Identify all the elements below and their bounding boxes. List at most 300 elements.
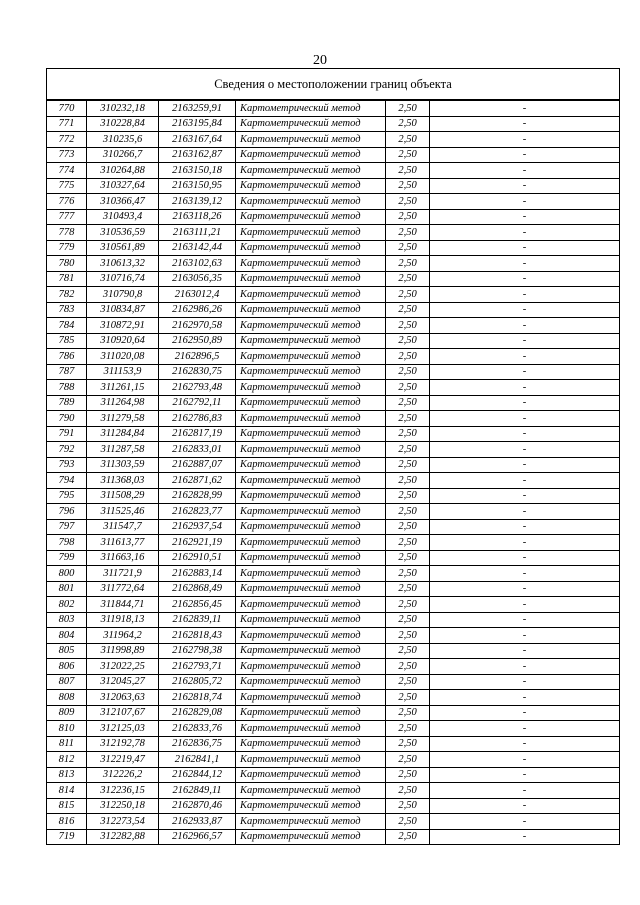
cell-coord-y: 2162844,12 (159, 767, 236, 783)
cell-accuracy: 2,50 (386, 736, 430, 752)
cell-accuracy: 2,50 (386, 767, 430, 783)
table-row (47, 550, 620, 566)
cell-method: Картометрический метод (236, 426, 386, 442)
cell-accuracy: 2,50 (386, 380, 430, 396)
cell-accuracy: 2,50 (386, 178, 430, 194)
cell-point-number: 782 (47, 287, 87, 303)
table-row (47, 426, 620, 442)
table-row (47, 333, 620, 349)
table-row (47, 287, 620, 303)
cell-method: Картометрический метод (236, 225, 386, 241)
cell-point-number: 776 (47, 194, 87, 210)
cell-coord-x: 311284,84 (87, 426, 159, 442)
cell-point-number: 810 (47, 721, 87, 737)
cell-accuracy: 2,50 (386, 519, 430, 535)
cell-coord-x: 312219,47 (87, 752, 159, 768)
cell-point-number: 786 (47, 349, 87, 365)
cell-coord-y: 2162829,08 (159, 705, 236, 721)
cell-coord-x: 311918,13 (87, 612, 159, 628)
table-row (47, 798, 620, 814)
cell-point-number: 789 (47, 395, 87, 411)
cell-accuracy: 2,50 (386, 240, 430, 256)
cell-method: Картометрический метод (236, 581, 386, 597)
cell-point-number: 777 (47, 209, 87, 225)
cell-description: - (430, 318, 620, 334)
cell-coord-x: 310536,59 (87, 225, 159, 241)
cell-method: Картометрический метод (236, 473, 386, 489)
cell-coord-y: 2162933,87 (159, 814, 236, 830)
cell-method: Картометрический метод (236, 240, 386, 256)
table-row (47, 100, 620, 116)
cell-method: Картометрический метод (236, 612, 386, 628)
cell-accuracy: 2,50 (386, 705, 430, 721)
cell-coord-y: 2162986,26 (159, 302, 236, 318)
table-row (47, 163, 620, 179)
cell-coord-y: 2163102,63 (159, 256, 236, 272)
cell-coord-x: 310493,4 (87, 209, 159, 225)
cell-coord-x: 312125,03 (87, 721, 159, 737)
cell-accuracy: 2,50 (386, 302, 430, 318)
cell-coord-y: 2163118,26 (159, 209, 236, 225)
cell-accuracy: 2,50 (386, 659, 430, 675)
cell-description: - (430, 659, 620, 675)
cell-accuracy: 2,50 (386, 504, 430, 520)
cell-coord-y: 2162883,14 (159, 566, 236, 582)
table-row (47, 318, 620, 334)
cell-method: Картометрический метод (236, 674, 386, 690)
cell-accuracy: 2,50 (386, 333, 430, 349)
cell-accuracy: 2,50 (386, 349, 430, 365)
cell-point-number: 770 (47, 100, 87, 116)
cell-point-number: 808 (47, 690, 87, 706)
cell-accuracy: 2,50 (386, 287, 430, 303)
table-row (47, 457, 620, 473)
cell-description: - (430, 473, 620, 489)
cell-accuracy: 2,50 (386, 116, 430, 132)
cell-accuracy: 2,50 (386, 628, 430, 644)
cell-coord-y: 2163259,91 (159, 100, 236, 116)
cell-description: - (430, 349, 620, 365)
table-row (47, 597, 620, 613)
cell-coord-y: 2162817,19 (159, 426, 236, 442)
cell-coord-y: 2162921,19 (159, 535, 236, 551)
table-title-row (47, 69, 620, 101)
cell-coord-x: 311153,9 (87, 364, 159, 380)
cell-description: - (430, 736, 620, 752)
cell-accuracy: 2,50 (386, 721, 430, 737)
cell-coord-y: 2162910,51 (159, 550, 236, 566)
cell-accuracy: 2,50 (386, 798, 430, 814)
cell-coord-y: 2163150,95 (159, 178, 236, 194)
cell-point-number: 778 (47, 225, 87, 241)
cell-accuracy: 2,50 (386, 752, 430, 768)
cell-method: Картометрический метод (236, 814, 386, 830)
cell-accuracy: 2,50 (386, 535, 430, 551)
cell-point-number: 783 (47, 302, 87, 318)
cell-method: Картометрический метод (236, 550, 386, 566)
cell-point-number: 796 (47, 504, 87, 520)
cell-description: - (430, 829, 620, 845)
cell-description: - (430, 535, 620, 551)
table-row (47, 829, 620, 845)
cell-description: - (430, 411, 620, 427)
table-row (47, 643, 620, 659)
cell-point-number: 807 (47, 674, 87, 690)
cell-coord-y: 2163142,44 (159, 240, 236, 256)
cell-coord-x: 311663,16 (87, 550, 159, 566)
table-title: Сведения о местоположении границ объекта (47, 69, 620, 101)
cell-point-number: 791 (47, 426, 87, 442)
table-row (47, 364, 620, 380)
cell-coord-x: 312250,18 (87, 798, 159, 814)
cell-method: Картометрический метод (236, 147, 386, 163)
table-row (47, 612, 620, 628)
cell-coord-y: 2162937,54 (159, 519, 236, 535)
cell-point-number: 804 (47, 628, 87, 644)
cell-coord-y: 2162871,62 (159, 473, 236, 489)
cell-description: - (430, 225, 620, 241)
boundary-table (46, 68, 620, 845)
cell-point-number: 812 (47, 752, 87, 768)
cell-description: - (430, 550, 620, 566)
cell-accuracy: 2,50 (386, 209, 430, 225)
cell-coord-x: 312273,54 (87, 814, 159, 830)
table-row (47, 659, 620, 675)
cell-coord-x: 310790,8 (87, 287, 159, 303)
cell-description: - (430, 504, 620, 520)
cell-description: - (430, 271, 620, 287)
cell-description: - (430, 116, 620, 132)
cell-method: Картометрический метод (236, 643, 386, 659)
cell-point-number: 793 (47, 457, 87, 473)
cell-coord-y: 2162823,77 (159, 504, 236, 520)
cell-coord-x: 312063,63 (87, 690, 159, 706)
table-row (47, 690, 620, 706)
cell-description: - (430, 612, 620, 628)
cell-accuracy: 2,50 (386, 147, 430, 163)
cell-description: - (430, 752, 620, 768)
cell-method: Картометрический метод (236, 628, 386, 644)
cell-point-number: 813 (47, 767, 87, 783)
cell-accuracy: 2,50 (386, 225, 430, 241)
cell-description: - (430, 209, 620, 225)
cell-method: Картометрический метод (236, 488, 386, 504)
cell-coord-x: 311547,7 (87, 519, 159, 535)
cell-method: Картометрический метод (236, 116, 386, 132)
cell-point-number: 781 (47, 271, 87, 287)
cell-coord-x: 310366,47 (87, 194, 159, 210)
cell-method: Картометрический метод (236, 256, 386, 272)
cell-accuracy: 2,50 (386, 566, 430, 582)
cell-method: Картометрический метод (236, 535, 386, 551)
cell-description: - (430, 767, 620, 783)
cell-method: Картометрический метод (236, 318, 386, 334)
table-row (47, 814, 620, 830)
cell-method: Картометрический метод (236, 659, 386, 675)
cell-description: - (430, 100, 620, 116)
table-row (47, 442, 620, 458)
cell-point-number: 800 (47, 566, 87, 582)
cell-method: Картометрический метод (236, 690, 386, 706)
cell-description: - (430, 814, 620, 830)
table-row (47, 395, 620, 411)
table-row (47, 783, 620, 799)
table-row (47, 132, 620, 148)
cell-coord-y: 2162818,74 (159, 690, 236, 706)
cell-method: Картометрический метод (236, 271, 386, 287)
cell-accuracy: 2,50 (386, 318, 430, 334)
cell-coord-x: 312236,15 (87, 783, 159, 799)
cell-coord-x: 312192,78 (87, 736, 159, 752)
cell-point-number: 801 (47, 581, 87, 597)
cell-coord-y: 2162970,58 (159, 318, 236, 334)
cell-coord-y: 2162870,46 (159, 798, 236, 814)
cell-coord-y: 2162830,75 (159, 364, 236, 380)
cell-method: Картометрический метод (236, 721, 386, 737)
cell-point-number: 811 (47, 736, 87, 752)
cell-method: Картометрический метод (236, 442, 386, 458)
cell-description: - (430, 163, 620, 179)
cell-coord-x: 312045,27 (87, 674, 159, 690)
table-row (47, 178, 620, 194)
cell-coord-y: 2162818,43 (159, 628, 236, 644)
cell-accuracy: 2,50 (386, 674, 430, 690)
cell-coord-y: 2162793,48 (159, 380, 236, 396)
cell-description: - (430, 721, 620, 737)
cell-coord-y: 2163167,64 (159, 132, 236, 148)
cell-description: - (430, 380, 620, 396)
cell-coord-x: 310235,6 (87, 132, 159, 148)
cell-coord-x: 311721,9 (87, 566, 159, 582)
cell-coord-y: 2163162,87 (159, 147, 236, 163)
cell-coord-x: 310228,84 (87, 116, 159, 132)
cell-coord-x: 311303,59 (87, 457, 159, 473)
cell-method: Картометрический метод (236, 519, 386, 535)
cell-description: - (430, 798, 620, 814)
cell-accuracy: 2,50 (386, 271, 430, 287)
cell-coord-x: 310327,64 (87, 178, 159, 194)
table-row (47, 721, 620, 737)
cell-accuracy: 2,50 (386, 100, 430, 116)
table-row (47, 116, 620, 132)
cell-description: - (430, 566, 620, 582)
cell-coord-x: 310920,64 (87, 333, 159, 349)
cell-point-number: 806 (47, 659, 87, 675)
cell-coord-x: 311264,98 (87, 395, 159, 411)
cell-description: - (430, 705, 620, 721)
cell-coord-x: 310266,7 (87, 147, 159, 163)
cell-description: - (430, 240, 620, 256)
table-row (47, 194, 620, 210)
cell-accuracy: 2,50 (386, 194, 430, 210)
cell-coord-x: 311844,71 (87, 597, 159, 613)
table-row (47, 256, 620, 272)
cell-method: Картометрический метод (236, 767, 386, 783)
cell-method: Картометрический метод (236, 349, 386, 365)
cell-description: - (430, 147, 620, 163)
cell-coord-x: 311020,08 (87, 349, 159, 365)
cell-point-number: 780 (47, 256, 87, 272)
cell-accuracy: 2,50 (386, 829, 430, 845)
table-row (47, 581, 620, 597)
cell-coord-x: 311279,58 (87, 411, 159, 427)
cell-coord-x: 311525,46 (87, 504, 159, 520)
cell-method: Картометрический метод (236, 597, 386, 613)
cell-description: - (430, 457, 620, 473)
cell-point-number: 809 (47, 705, 87, 721)
cell-coord-x: 312226,2 (87, 767, 159, 783)
cell-coord-y: 2162805,72 (159, 674, 236, 690)
cell-description: - (430, 256, 620, 272)
cell-coord-y: 2163012,4 (159, 287, 236, 303)
cell-method: Картометрический метод (236, 364, 386, 380)
table-row (47, 488, 620, 504)
cell-point-number: 816 (47, 814, 87, 830)
cell-method: Картометрический метод (236, 566, 386, 582)
cell-point-number: 787 (47, 364, 87, 380)
cell-coord-y: 2162839,11 (159, 612, 236, 628)
cell-coord-y: 2162828,99 (159, 488, 236, 504)
cell-point-number: 772 (47, 132, 87, 148)
cell-description: - (430, 364, 620, 380)
cell-coord-x: 311613,77 (87, 535, 159, 551)
cell-method: Картометрический метод (236, 132, 386, 148)
table-row (47, 380, 620, 396)
cell-point-number: 794 (47, 473, 87, 489)
cell-point-number: 799 (47, 550, 87, 566)
cell-description: - (430, 333, 620, 349)
cell-method: Картометрический метод (236, 302, 386, 318)
cell-coord-y: 2163195,84 (159, 116, 236, 132)
cell-method: Картометрический метод (236, 395, 386, 411)
cell-coord-y: 2162950,89 (159, 333, 236, 349)
cell-method: Картометрический метод (236, 209, 386, 225)
table-row (47, 240, 620, 256)
cell-method: Картометрический метод (236, 736, 386, 752)
page-number: 20 (313, 53, 327, 68)
cell-accuracy: 2,50 (386, 411, 430, 427)
table-row (47, 473, 620, 489)
table-row (47, 674, 620, 690)
cell-point-number: 795 (47, 488, 87, 504)
table-row (47, 736, 620, 752)
cell-method: Картометрический метод (236, 752, 386, 768)
cell-description: - (430, 132, 620, 148)
cell-point-number: 805 (47, 643, 87, 659)
cell-coord-y: 2162792,11 (159, 395, 236, 411)
cell-accuracy: 2,50 (386, 473, 430, 489)
cell-coord-x: 311368,03 (87, 473, 159, 489)
cell-coord-x: 311964,2 (87, 628, 159, 644)
cell-description: - (430, 426, 620, 442)
cell-point-number: 719 (47, 829, 87, 845)
cell-coord-x: 310613,32 (87, 256, 159, 272)
cell-accuracy: 2,50 (386, 426, 430, 442)
cell-method: Картометрический метод (236, 783, 386, 799)
cell-accuracy: 2,50 (386, 395, 430, 411)
cell-accuracy: 2,50 (386, 442, 430, 458)
cell-point-number: 797 (47, 519, 87, 535)
table-row (47, 271, 620, 287)
cell-method: Картометрический метод (236, 287, 386, 303)
cell-coord-x: 310716,74 (87, 271, 159, 287)
cell-coord-x: 311998,89 (87, 643, 159, 659)
cell-point-number: 774 (47, 163, 87, 179)
cell-method: Картометрический метод (236, 411, 386, 427)
cell-coord-y: 2163139,12 (159, 194, 236, 210)
cell-method: Картометрический метод (236, 163, 386, 179)
cell-method: Картометрический метод (236, 380, 386, 396)
cell-coord-x: 312282,88 (87, 829, 159, 845)
cell-accuracy: 2,50 (386, 581, 430, 597)
cell-description: - (430, 395, 620, 411)
table-row (47, 535, 620, 551)
cell-coord-x: 311772,64 (87, 581, 159, 597)
cell-coord-x: 310232,18 (87, 100, 159, 116)
cell-coord-y: 2162868,49 (159, 581, 236, 597)
cell-point-number: 815 (47, 798, 87, 814)
cell-coord-x: 311287,58 (87, 442, 159, 458)
cell-coord-y: 2162896,5 (159, 349, 236, 365)
cell-description: - (430, 674, 620, 690)
table-row (47, 147, 620, 163)
cell-coord-y: 2162786,83 (159, 411, 236, 427)
cell-method: Картометрический метод (236, 705, 386, 721)
cell-accuracy: 2,50 (386, 612, 430, 628)
table-row (47, 767, 620, 783)
cell-accuracy: 2,50 (386, 163, 430, 179)
cell-method: Картометрический метод (236, 798, 386, 814)
table-row (47, 705, 620, 721)
cell-accuracy: 2,50 (386, 256, 430, 272)
cell-coord-y: 2162833,76 (159, 721, 236, 737)
cell-coord-y: 2162798,38 (159, 643, 236, 659)
cell-accuracy: 2,50 (386, 132, 430, 148)
cell-point-number: 785 (47, 333, 87, 349)
cell-coord-y: 2163111,21 (159, 225, 236, 241)
table-row (47, 302, 620, 318)
cell-description: - (430, 597, 620, 613)
cell-point-number: 798 (47, 535, 87, 551)
cell-coord-x: 310264,88 (87, 163, 159, 179)
cell-method: Картометрический метод (236, 504, 386, 520)
cell-description: - (430, 178, 620, 194)
cell-point-number: 788 (47, 380, 87, 396)
cell-description: - (430, 519, 620, 535)
cell-description: - (430, 488, 620, 504)
table-row (47, 411, 620, 427)
table-row (47, 504, 620, 520)
cell-description: - (430, 783, 620, 799)
cell-description: - (430, 442, 620, 458)
cell-description: - (430, 194, 620, 210)
cell-description: - (430, 690, 620, 706)
cell-coord-y: 2163056,35 (159, 271, 236, 287)
cell-accuracy: 2,50 (386, 783, 430, 799)
cell-point-number: 784 (47, 318, 87, 334)
cell-point-number: 773 (47, 147, 87, 163)
cell-description: - (430, 628, 620, 644)
cell-coord-x: 310561,89 (87, 240, 159, 256)
cell-coord-x: 312022,25 (87, 659, 159, 675)
cell-method: Картометрический метод (236, 333, 386, 349)
cell-description: - (430, 581, 620, 597)
cell-method: Картометрический метод (236, 829, 386, 845)
cell-coord-y: 2162887,07 (159, 457, 236, 473)
cell-method: Картометрический метод (236, 194, 386, 210)
cell-accuracy: 2,50 (386, 643, 430, 659)
table-row (47, 752, 620, 768)
